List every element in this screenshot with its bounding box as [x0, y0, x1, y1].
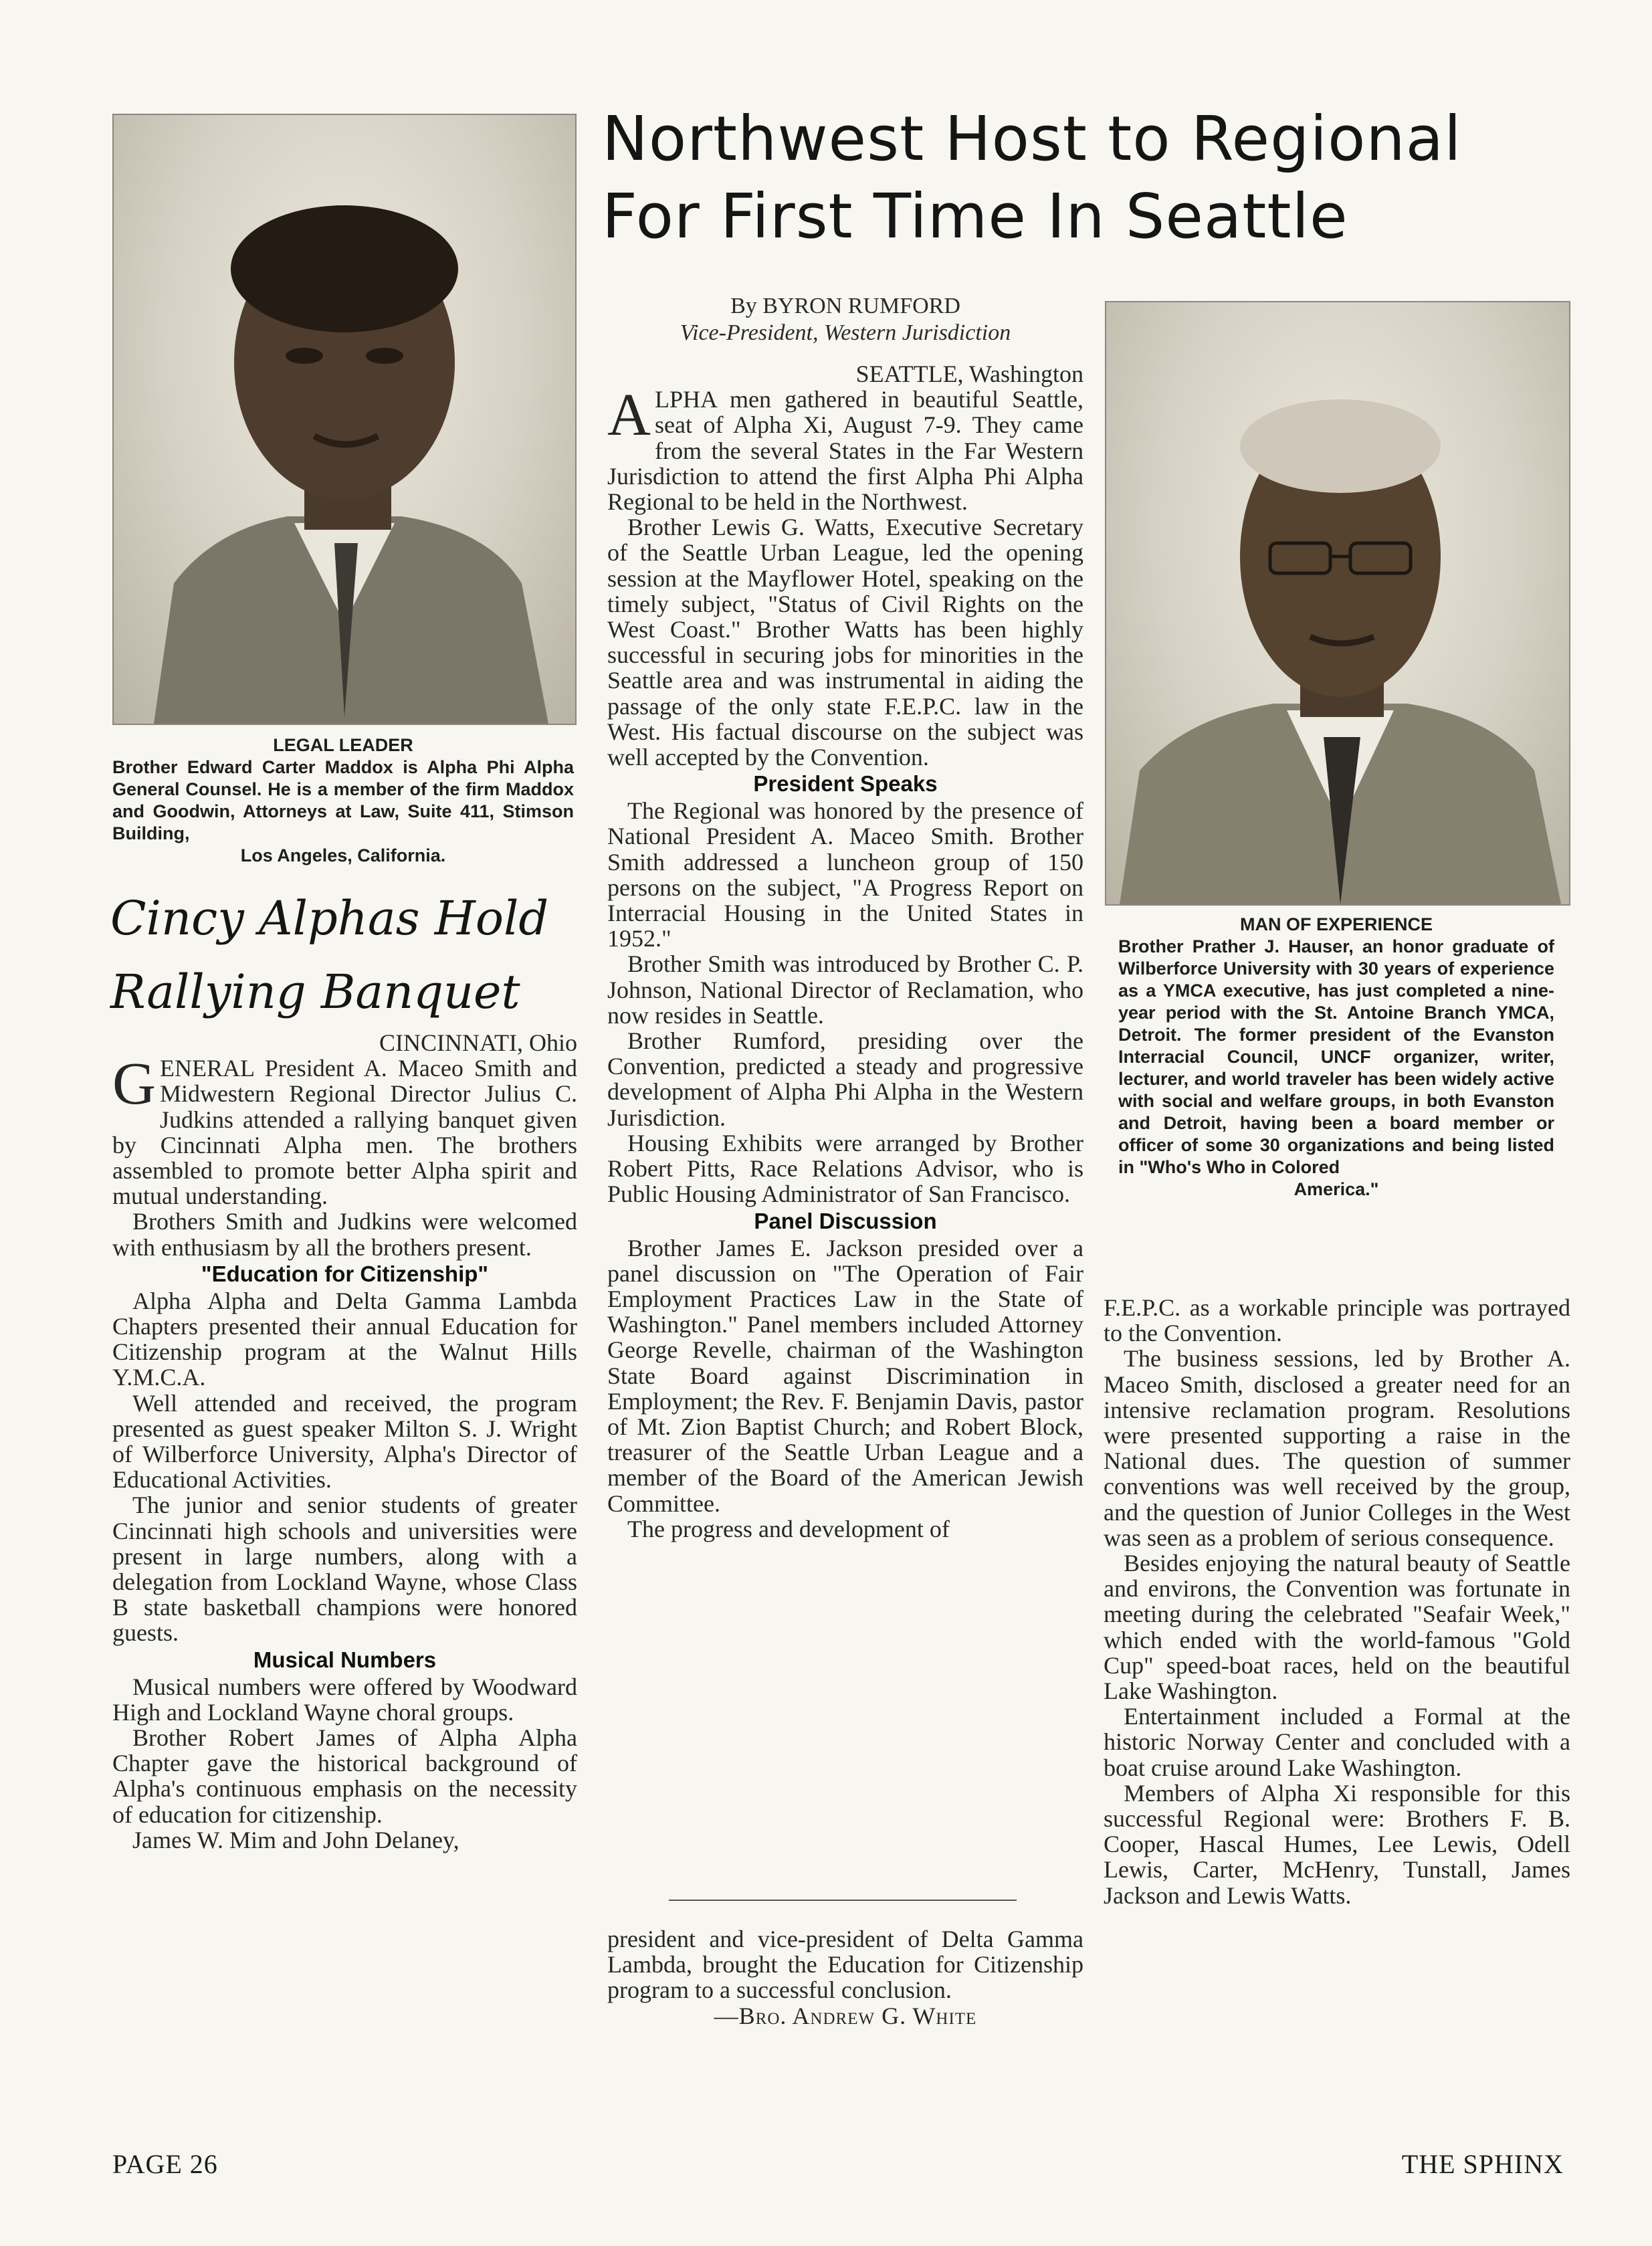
seattle-dateline: SEATTLE, Washington	[855, 361, 1083, 387]
cincy-paragraph-1: ENERAL President A. Maceo Smith and Midwestern Regional Director Julius C. Judkins attended a rallying banquet given by Cincinnati Alpha men. The brothers assembled to promote better Alpha spirit and mutual understanding.	[112, 1055, 577, 1210]
seattle-paragraph-3: The Regional was honored by the presence of National President A. Maceo Smith. Brother Smith addressed a luncheon group of 150 persons on the subject, "A Progress Report on Interracial Housing in the United States in 1952."	[607, 797, 1083, 952]
seattle-subhead-president: President Speaks	[753, 771, 938, 797]
cincy-paragraph-3: Alpha Alpha and Delta Gamma Lambda Chapters presented their annual Education for Citizenship program at the Walnut Hills Y.M.C.A.	[112, 1287, 577, 1391]
column-divider	[669, 1900, 1017, 1901]
caption-title: LEGAL LEADER	[273, 735, 413, 755]
cincy-paragraph-2: Brothers Smith and Judkins were welcomed with enthusiasm by all the brothers present.	[112, 1208, 577, 1261]
caption-text: Brother Edward Carter Maddox is Alpha Phi Alpha General Counsel. He is a member of the firm Maddox and Goodwin, Attorneys at Law, Suite 411, Stimson Building,	[112, 757, 574, 843]
seattle-paragraph-4: Brother Smith was introduced by Brother C. P. Johnson, National Director of Reclamation, who now resides in Seattle.	[607, 950, 1083, 1029]
photo-legal-leader-caption	[112, 734, 574, 867]
photo-legal-leader	[112, 114, 577, 725]
cincy-subhead-musical: Musical Numbers	[253, 1647, 437, 1672]
seattle-article-column	[607, 361, 1083, 1542]
cincy-signature: —Bro. Andrew G. White	[714, 2002, 977, 2029]
cincy-drop-cap: G	[112, 1051, 156, 1118]
cincy-paragraph-8: James W. Mim and John Delaney,	[132, 1826, 459, 1853]
cincy-headline	[110, 882, 592, 1029]
seattle-right-paragraph-0: F.E.P.C. as a workable principle was portrayed to the Convention.	[1104, 1294, 1570, 1347]
byline-title: Vice-President, Western Jurisdiction	[680, 320, 1011, 345]
cincy-dateline: CINCINNATI, Ohio	[379, 1029, 577, 1056]
cincy-subhead-education: "Education for Citizenship"	[201, 1261, 489, 1286]
seattle-continued-column	[1104, 1295, 1570, 1908]
photo-man-of-experience	[1105, 301, 1570, 906]
seattle-right-paragraph-3: Entertainment included a Formal at the historic Norway Center and concluded with a boat cruise around Lake Washington.	[1104, 1703, 1570, 1781]
seattle-paragraph-6: Housing Exhibits were arranged by Brother Robert Pitts, Race Relations Advisor, who is Public Housing Administrator of San Francisco.	[607, 1129, 1083, 1208]
seattle-paragraph-2: Brother Lewis G. Watts, Executive Secretary of the Seattle Urban League, led the opening session at the Mayflower Hotel, speaking on the timely subject, "Status of Civil Rights on the West Coast." Brother Watts has been highly successful in securing jobs for minorities in the Seattle area and was instrumental in aiding the passage of the only state F.E.P.C. law in the West. His factual discourse on the subject was well accepted by the Convention.	[607, 514, 1083, 771]
main-headline-line2: For First Time In Seattle	[602, 181, 1348, 252]
page-number: PAGE 26	[112, 2149, 218, 2179]
cincy-continuation-text: president and vice-president of Delta Gamma Lambda, brought the Education for Citizenship program to a successful conclusion.	[607, 1926, 1083, 2004]
seattle-paragraph-7: Brother James E. Jackson presided over a panel discussion on "The Operation of Fair Employment Practices Law in the State of Washington." Panel members included Attorney George Revelle, chairman of the Washington State Board against Discrimination in Employment; the Rev. F. Benjamin Davis, pastor of Mt. Zion Baptist Church; and Robert Block, treasurer of the Seattle Urban League and a member of the Board of the American Jewish Committee.	[607, 1234, 1083, 1517]
seattle-right-paragraph-1: The business sessions, led by Brother A. Maceo Smith, disclosed a greater need for an intensive reclamation program. Resolutions were presented supporting a raise in the National dues. The question of summer conventions was well received by the group, and the question of Junior Colleges in the West was seen as a problem of serious consequence.	[1104, 1345, 1570, 1551]
cincy-headline-line2: Rallying Banquet	[110, 964, 520, 1019]
seattle-drop-cap: A	[607, 382, 651, 449]
caption-text-last: Los Angeles, California.	[240, 845, 446, 865]
photo-man-of-experience-caption	[1118, 914, 1554, 1201]
byline	[605, 293, 1086, 346]
main-headline	[602, 100, 1572, 256]
cincy-article-column	[112, 1030, 577, 1853]
cincy-paragraph-6: Musical numbers were offered by Woodward High and Lockland Wayne choral groups.	[112, 1673, 577, 1726]
seattle-right-paragraph-4: Members of Alpha Xi responsible for this successful Regional were: Brothers F. B. Cooper, Hascal Humes, Lee Lewis, Odell Lewis, Carter, McHenry, Tunstall, James Jackson and Lewis Watts.	[1104, 1779, 1570, 1909]
seattle-subhead-panel: Panel Discussion	[754, 1208, 937, 1233]
cincy-paragraph-5: The junior and senior students of greater Cincinnati high schools and universities were present in large numbers, along with a delegation from Lockland Wayne, whose Class B state basketball champions were honored guests.	[112, 1492, 577, 1647]
caption-text-last: America."	[1294, 1179, 1379, 1199]
seattle-paragraph-1: LPHA men gathered in beautiful Seattle, seat of Alpha Xi, August 7-9. They came from the several States in the Far Western Jurisdiction to attend the first Alpha Phi Alpha Regional to be held in the Northwest.	[607, 386, 1083, 516]
magazine-name: THE SPHINX	[1401, 2149, 1564, 2179]
cincy-headline-line1: Cincy Alphas Hold	[110, 891, 549, 946]
main-headline-line1: Northwest Host to Regional	[602, 103, 1462, 175]
caption-title: MAN OF EXPERIENCE	[1239, 914, 1433, 934]
cincy-paragraph-4: Well attended and received, the program presented as guest speaker Milton S. J. Wright of Wilberforce University, Alpha's Director of Educational Activities.	[112, 1389, 577, 1494]
cincy-paragraph-7: Brother Robert James of Alpha Alpha Chapter gave the historical background of Alpha's continuous emphasis on the necessity of education for citizenship.	[112, 1724, 577, 1828]
seattle-paragraph-8: The progress and development of	[627, 1515, 950, 1542]
byline-author: By BYRON RUMFORD	[730, 294, 960, 318]
seattle-right-paragraph-2: Besides enjoying the natural beauty of Seattle and environs, the Convention was fortunate in meeting during the celebrated "Seafair Week," which ended with the world-famous "Gold Cup" speed-boat races, held on the beautiful Lake Washington.	[1104, 1550, 1570, 1705]
cincy-continuation	[607, 1926, 1083, 2029]
caption-text: Brother Prather J. Hauser, an honor graduate of Wilberforce University with 30 years of experience as a YMCA executive, has just completed a nine-year period with the St. Antoine Branch YMCA, Detroit. The former president of the Evanston Interracial Council, UNCF organizer, writer, lecturer, and world traveler has been widely active with social and welfare groups, in both Evanston and Detroit, having been a board member or officer of some 30 organizations and being listed in "Who's Who in Colored	[1118, 936, 1554, 1177]
seattle-paragraph-5: Brother Rumford, presiding over the Convention, predicted a steady and progressive development of Alpha Phi Alpha in the Western Jurisdiction.	[607, 1027, 1083, 1131]
